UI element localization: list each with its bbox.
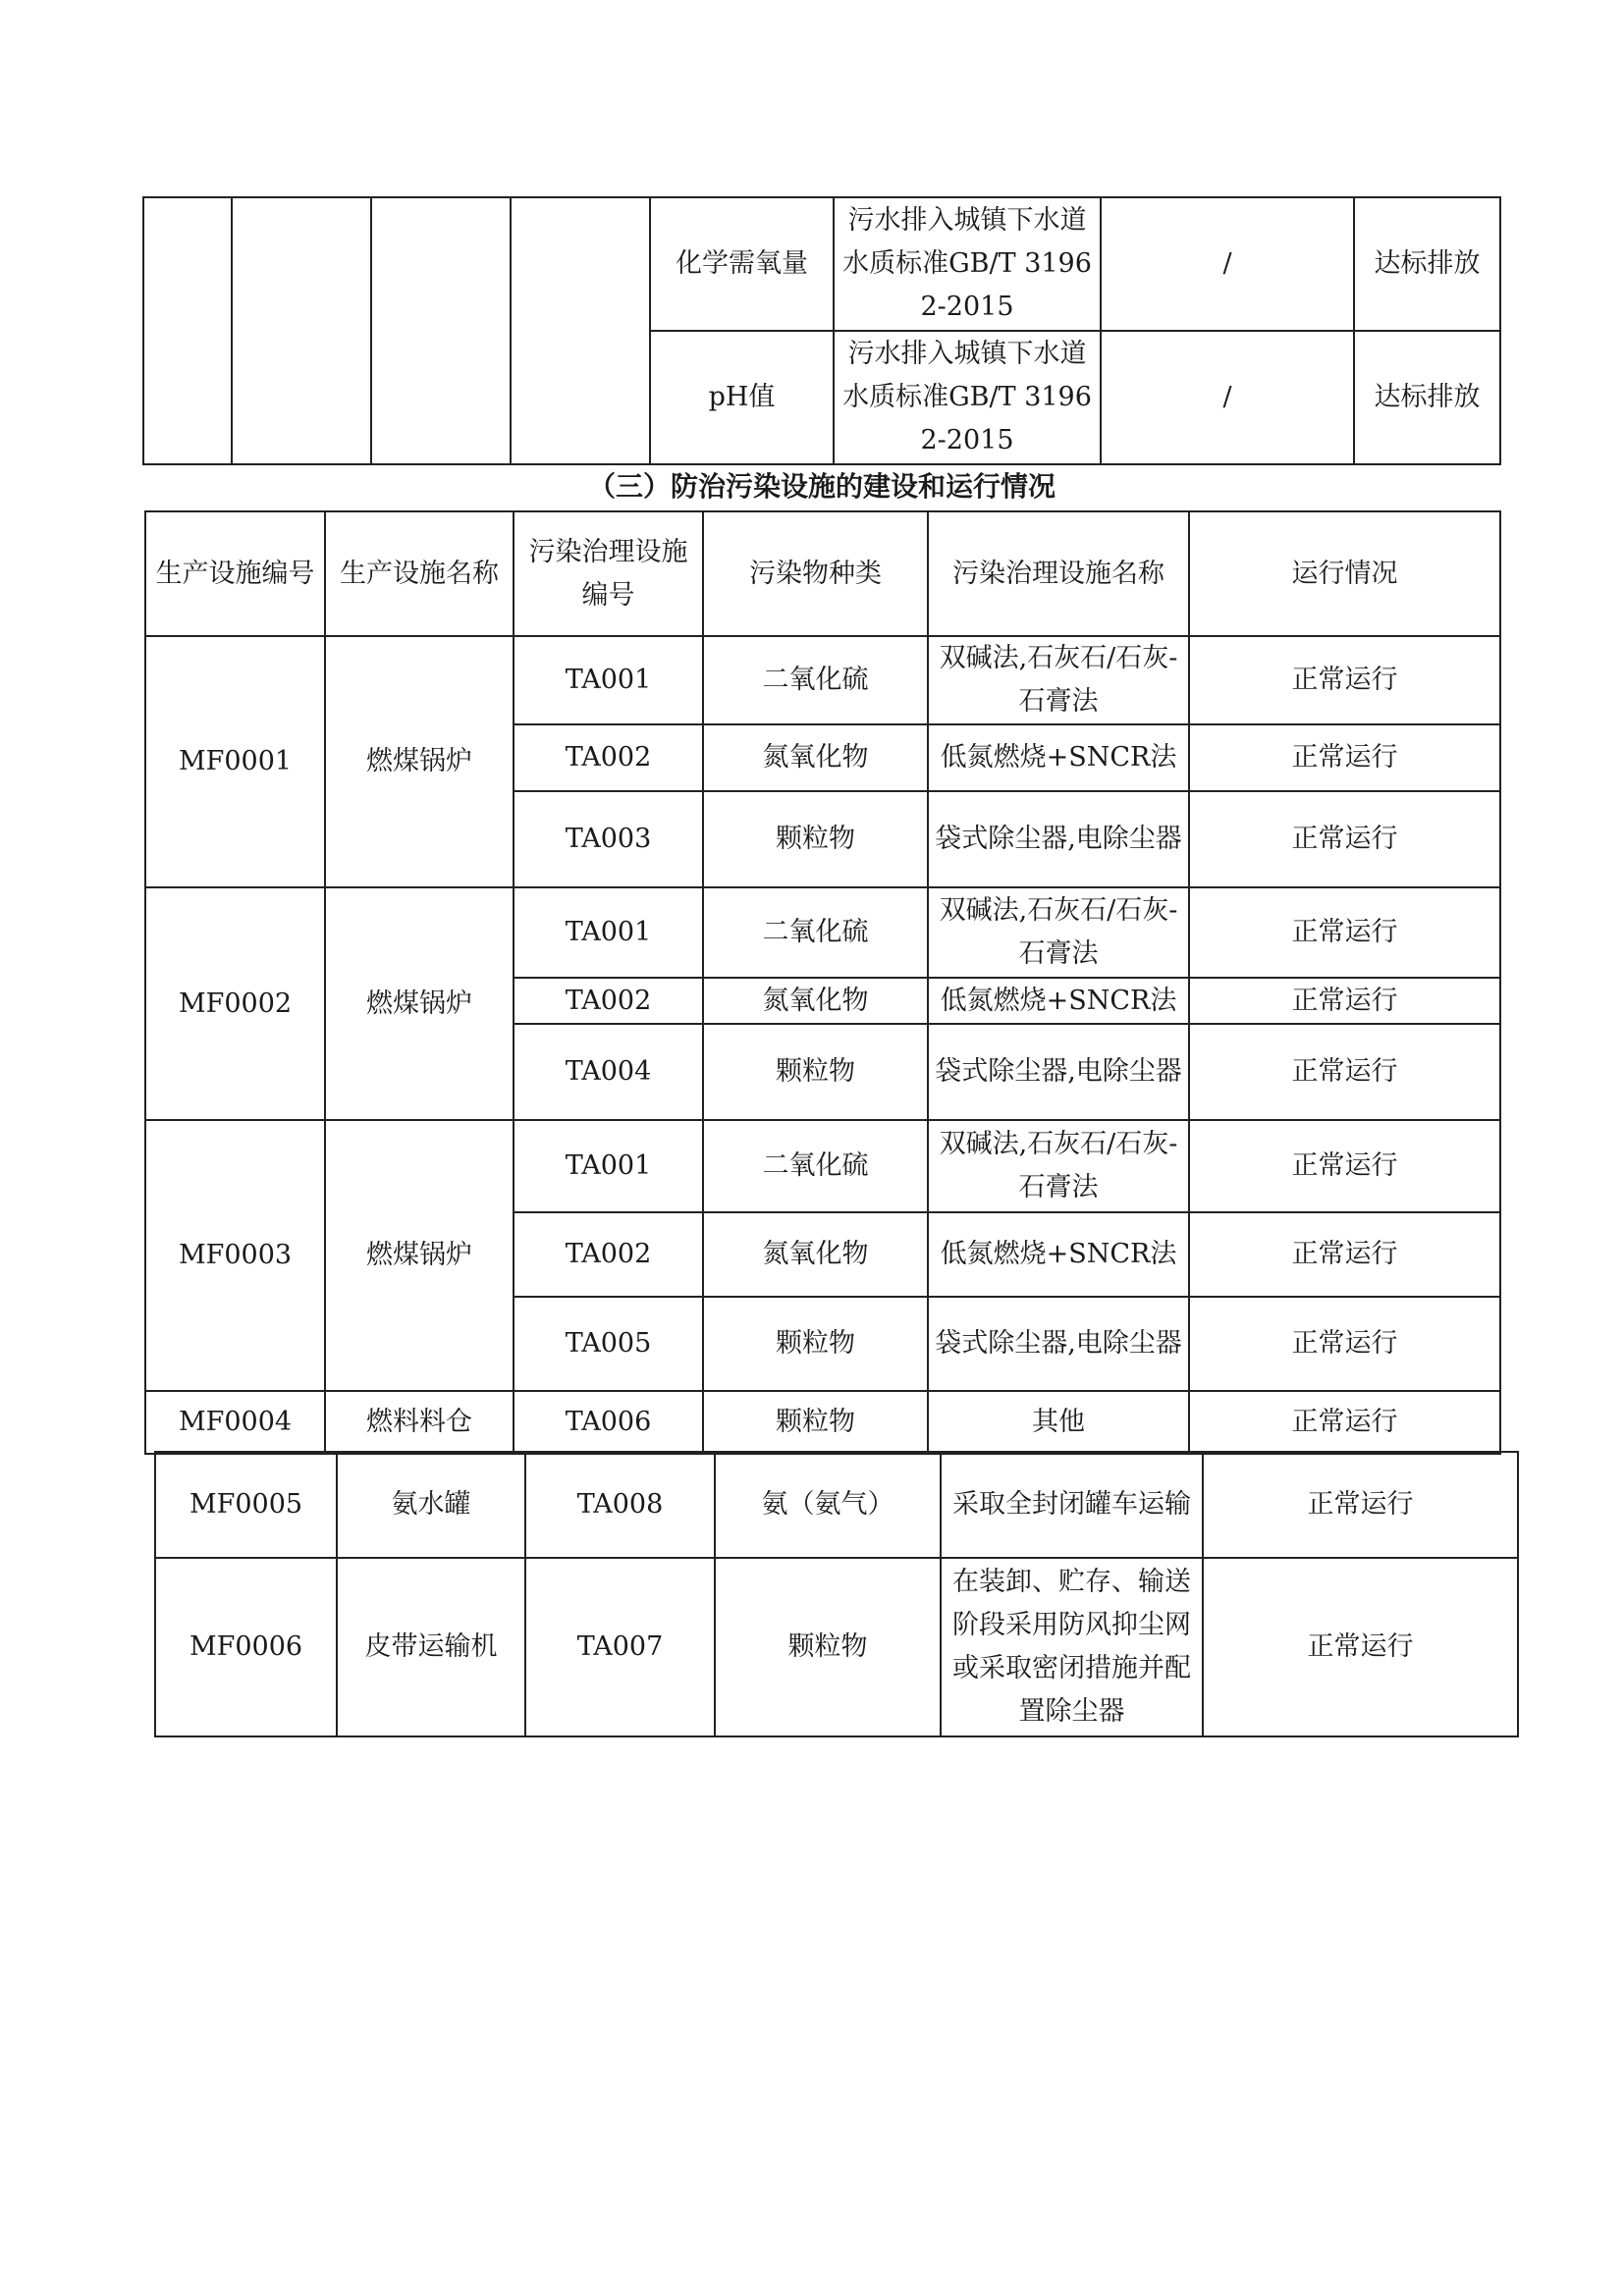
pollutant-cell: 氮氧化物 (703, 978, 928, 1024)
pollutant-cell: 颗粒物 (703, 1391, 928, 1454)
control-code-cell: TA001 (514, 1120, 703, 1212)
status-cell: 正常运行 (1189, 1391, 1500, 1454)
header-pollutant: 污染物种类 (703, 511, 928, 636)
table-row (145, 887, 1500, 978)
limit-cell: / (1101, 331, 1354, 464)
status-cell: 正常运行 (1189, 1297, 1500, 1391)
table-row (143, 197, 1500, 331)
control-code-cell: TA004 (514, 1024, 703, 1120)
discharge-standard-table (142, 196, 1501, 465)
pollutant-cell: 二氧化硫 (703, 636, 928, 724)
control-name-cell: 袋式除尘器,电除尘器 (928, 1297, 1189, 1391)
status-cell: 正常运行 (1203, 1452, 1518, 1558)
table-row (145, 636, 1500, 724)
pollution-control-facility-table (144, 510, 1501, 1455)
facility-name-cell: 皮带运输机 (337, 1558, 525, 1736)
status-cell: 正常运行 (1189, 1024, 1500, 1120)
empty-cell (511, 197, 650, 464)
result-cell: 达标排放 (1354, 197, 1500, 331)
control-code-cell: TA001 (514, 887, 703, 978)
control-name-cell: 在装卸、贮存、输送阶段采用防风抑尘网或采取密闭措施并配置除尘器 (941, 1558, 1203, 1736)
pollutant-cell: 化学需氧量 (650, 197, 834, 331)
pollutant-cell: 二氧化硫 (703, 1120, 928, 1212)
control-name-cell: 采取全封闭罐车运输 (941, 1452, 1203, 1558)
control-name-cell: 双碱法,石灰石/石灰-石膏法 (928, 887, 1189, 978)
pollution-control-facility-table-continued (154, 1451, 1519, 1737)
control-code-cell: TA007 (525, 1558, 715, 1736)
facility-id-cell: MF0004 (145, 1391, 325, 1454)
facility-name-cell: 氨水罐 (337, 1452, 525, 1558)
table-header-row (145, 511, 1500, 636)
facility-id-cell: MF0002 (145, 887, 325, 1120)
status-cell: 正常运行 (1189, 887, 1500, 978)
status-cell: 正常运行 (1203, 1558, 1518, 1736)
pollutant-cell: 氨（氨气） (715, 1452, 941, 1558)
section-title: （三）防治污染设施的建设和运行情况 (587, 470, 1056, 503)
pollutant-cell: 颗粒物 (703, 1024, 928, 1120)
standard-cell: 污水排入城镇下水道水质标准GB/T 31962-2015 (834, 197, 1101, 331)
control-code-cell: TA008 (525, 1452, 715, 1558)
facility-id-cell: MF0001 (145, 636, 325, 887)
facility-name-cell: 燃煤锅炉 (325, 636, 514, 887)
facility-name-cell: 燃煤锅炉 (325, 1120, 514, 1391)
empty-cell (371, 197, 511, 464)
control-code-cell: TA002 (514, 978, 703, 1024)
control-code-cell: TA005 (514, 1297, 703, 1391)
pollutant-cell: 氮氧化物 (703, 1212, 928, 1297)
control-name-cell: 双碱法,石灰石/石灰-石膏法 (928, 1120, 1189, 1212)
status-cell: 正常运行 (1189, 724, 1500, 791)
control-name-cell: 低氮燃烧+SNCR法 (928, 978, 1189, 1024)
facility-name-cell: 燃煤锅炉 (325, 887, 514, 1120)
pollutant-cell: pH值 (650, 331, 834, 464)
control-name-cell: 双碱法,石灰石/石灰-石膏法 (928, 636, 1189, 724)
facility-id-cell: MF0005 (155, 1452, 337, 1558)
facility-name-cell: 燃料料仓 (325, 1391, 514, 1454)
status-cell: 正常运行 (1189, 978, 1500, 1024)
empty-cell (143, 197, 232, 464)
result-cell: 达标排放 (1354, 331, 1500, 464)
header-facility-id: 生产设施编号 (145, 511, 325, 636)
header-control-code: 污染治理设施编号 (514, 511, 703, 636)
status-cell: 正常运行 (1189, 636, 1500, 724)
control-name-cell: 其他 (928, 1391, 1189, 1454)
status-cell: 正常运行 (1189, 791, 1500, 887)
table-row (145, 1391, 1500, 1454)
status-cell: 正常运行 (1189, 1212, 1500, 1297)
standard-cell: 污水排入城镇下水道水质标准GB/T 31962-2015 (834, 331, 1101, 464)
control-name-cell: 低氮燃烧+SNCR法 (928, 1212, 1189, 1297)
table-row (155, 1452, 1518, 1558)
facility-id-cell: MF0003 (145, 1120, 325, 1391)
pollutant-cell: 颗粒物 (715, 1558, 941, 1736)
header-control-name: 污染治理设施名称 (928, 511, 1189, 636)
header-facility-name: 生产设施名称 (325, 511, 514, 636)
facility-id-cell: MF0006 (155, 1558, 337, 1736)
pollutant-cell: 颗粒物 (703, 791, 928, 887)
control-code-cell: TA006 (514, 1391, 703, 1454)
control-code-cell: TA003 (514, 791, 703, 887)
pollutant-cell: 二氧化硫 (703, 887, 928, 978)
pollutant-cell: 氮氧化物 (703, 724, 928, 791)
status-cell: 正常运行 (1189, 1120, 1500, 1212)
control-name-cell: 低氮燃烧+SNCR法 (928, 724, 1189, 791)
control-code-cell: TA002 (514, 1212, 703, 1297)
control-code-cell: TA001 (514, 636, 703, 724)
control-name-cell: 袋式除尘器,电除尘器 (928, 1024, 1189, 1120)
table-row (145, 1120, 1500, 1212)
table-row (155, 1558, 1518, 1736)
limit-cell: / (1101, 197, 1354, 331)
header-status: 运行情况 (1189, 511, 1500, 636)
empty-cell (232, 197, 371, 464)
control-name-cell: 袋式除尘器,电除尘器 (928, 791, 1189, 887)
pollutant-cell: 颗粒物 (703, 1297, 928, 1391)
control-code-cell: TA002 (514, 724, 703, 791)
